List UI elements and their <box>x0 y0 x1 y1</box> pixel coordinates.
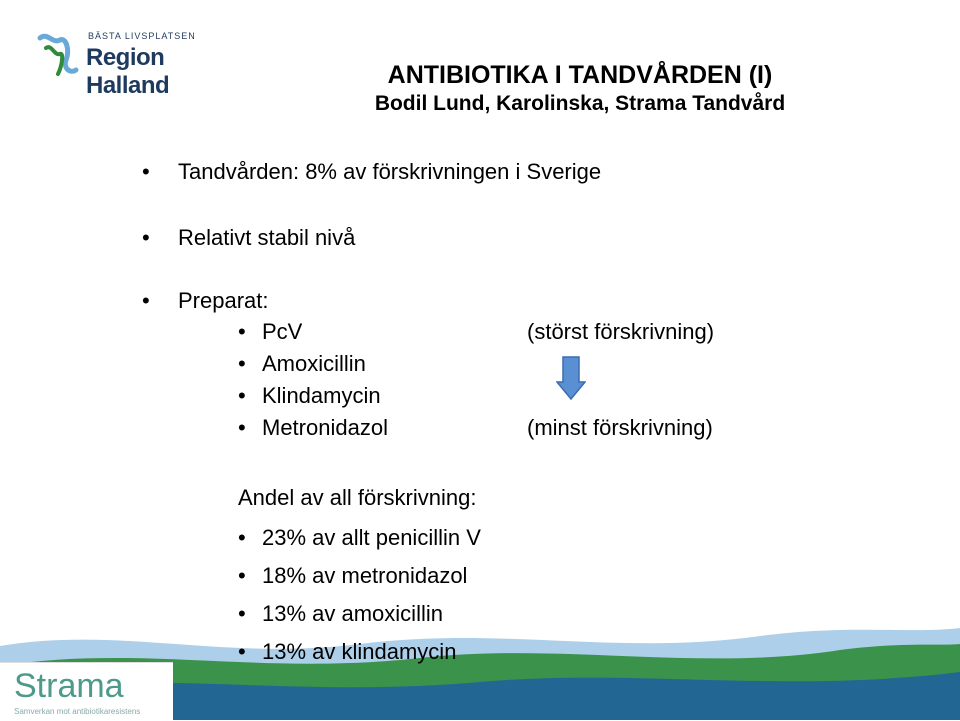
strama-wordmark: Strama <box>14 667 124 705</box>
region-halland-logo <box>36 28 246 99</box>
logo-tagline: BÄSTA LIVSPLATSEN <box>88 31 196 41</box>
strama-tagline: Samverkan mot antibiotikaresistens <box>14 707 141 716</box>
logo-mark-icon <box>36 30 86 80</box>
logo-name: Region Halland <box>86 44 170 99</box>
slide-title <box>240 60 920 118</box>
preparat-note: (störst förskrivning) <box>527 319 715 344</box>
preparat-note: (minst förskrivning) <box>527 415 713 440</box>
title-subtitle: Bodil Lund, Karolinska, Strama Tandvård <box>374 92 786 115</box>
andel-heading: Andel av all förskrivning: <box>238 485 477 510</box>
down-arrow-icon <box>556 356 586 400</box>
title-main: ANTIBIOTIKA I TANDVÅRDEN (I) <box>387 61 773 89</box>
strama-logo <box>0 662 173 721</box>
